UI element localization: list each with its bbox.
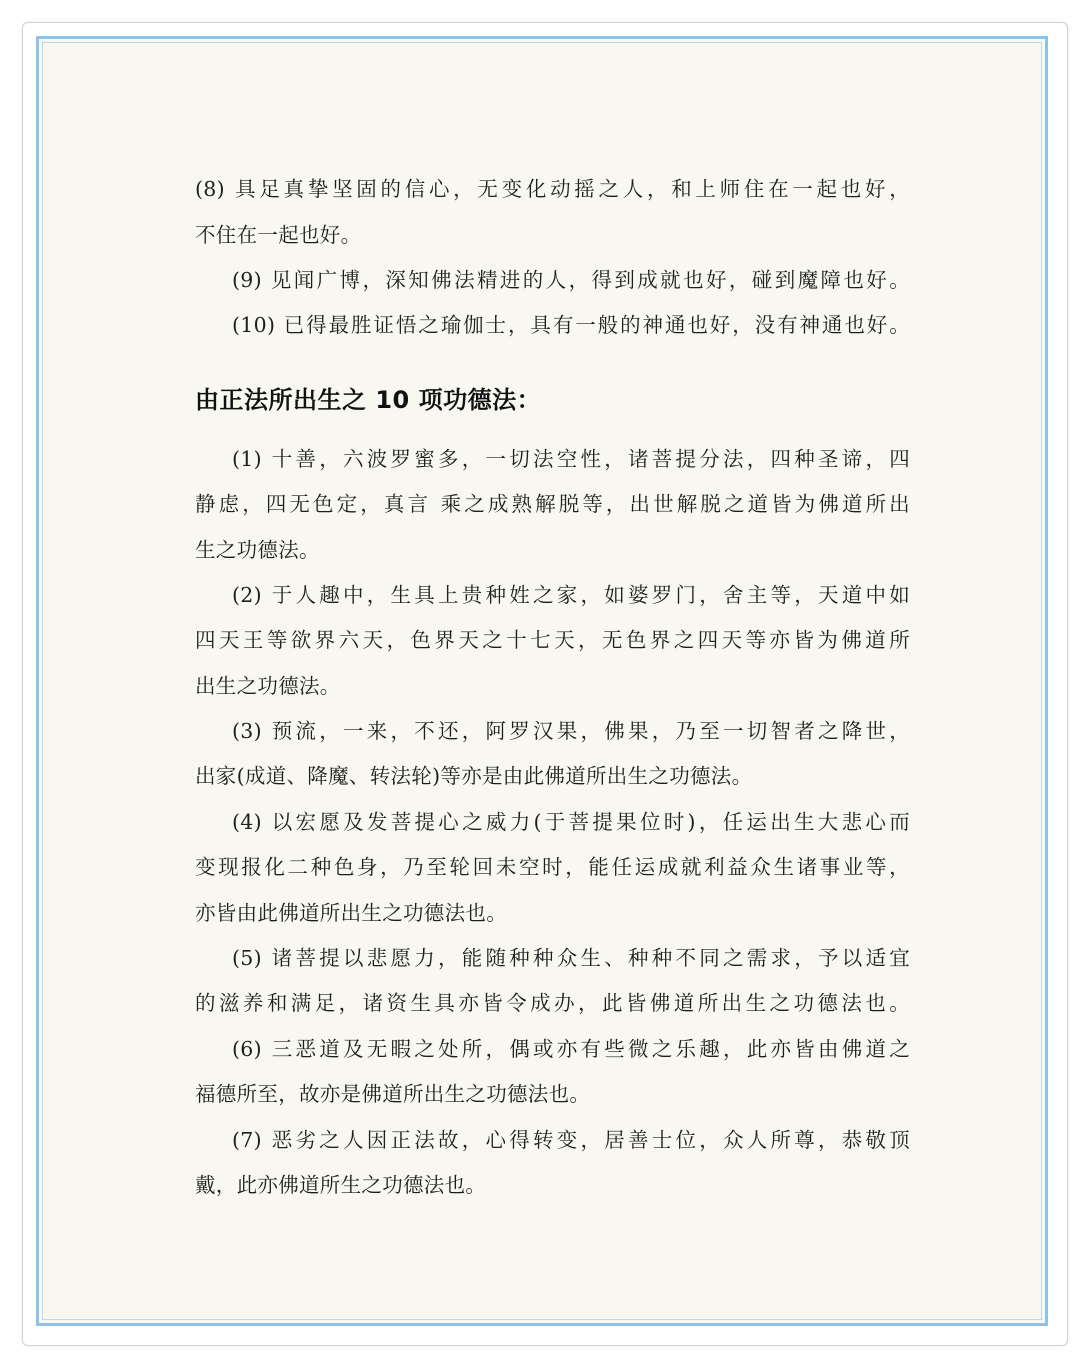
para-2-line-2: 四天王等欲界六天，色界天之十七天，无色界之四天等亦皆为佛道所 [195, 628, 910, 652]
item-8-line-1: (8) 具足真挚坚固的信心，无变化动摇之人，和上师住在一起也好， [195, 177, 910, 201]
para-7-line-1: (7) 恶劣之人因正法故，心得转变，居善士位，众人所尊，恭敬顶 [232, 1128, 910, 1152]
para-4-line-2: 变现报化二种色身，乃至轮回未空时，能任运成就利益众生诸事业等， [195, 855, 910, 879]
section-heading: 由正法所出生之 10 项功德法： [195, 386, 542, 414]
item-8-line-2: 不住在一起也好。 [195, 223, 362, 247]
para-2-line-1: (2) 于人趣中，生具上贵种姓之家，如婆罗门，舍主等，天道中如 [232, 583, 910, 607]
item-10-line-1: (10) 已得最胜证悟之瑜伽士，具有一般的神通也好，没有神通也好。 [232, 313, 910, 337]
para-3-line-1: (3) 预流，一来，不还，阿罗汉果，佛果，乃至一切智者之降世， [232, 719, 910, 743]
para-6-line-2: 福德所至，故亦是佛道所出生之功德法也。 [195, 1082, 591, 1106]
para-7-line-2: 戴，此亦佛道所生之功德法也。 [195, 1173, 487, 1197]
para-5-line-1: (5) 诸菩提以悲愿力，能随种种众生、种种不同之需求，予以适宜 [232, 946, 910, 970]
para-4-line-3: 亦皆由此佛道所出生之功德法也。 [195, 901, 507, 925]
item-9-line-1: (9) 见闻广博，深知佛法精进的人，得到成就也好，碰到魔障也好。 [232, 268, 910, 292]
para-6-line-1: (6) 三恶道及无暇之处所，偶或亦有些微之乐趣，此亦皆由佛道之 [232, 1037, 910, 1061]
para-5-line-2: 的滋养和满足，诸资生具亦皆令成办，此皆佛道所出生之功德法也。 [195, 991, 910, 1015]
para-2-line-3: 出生之功德法。 [195, 674, 341, 698]
para-1-line-1: (1) 十善，六波罗蜜多，一切法空性，诸菩提分法，四种圣谛，四 [232, 447, 910, 471]
para-1-line-3: 生之功德法。 [195, 538, 320, 562]
para-3-line-2: 出家(成道、降魔、转法轮)等亦是由此佛道所出生之功德法。 [195, 764, 753, 788]
para-1-line-2: 静虑，四无色定，真言 乘之成熟解脱等，出世解脱之道皆为佛道所出 [195, 492, 910, 516]
para-4-line-1: (4) 以宏愿及发菩提心之威力(于菩提果位时)，任运出生大悲心而 [232, 810, 910, 834]
book-page [36, 36, 1048, 1326]
